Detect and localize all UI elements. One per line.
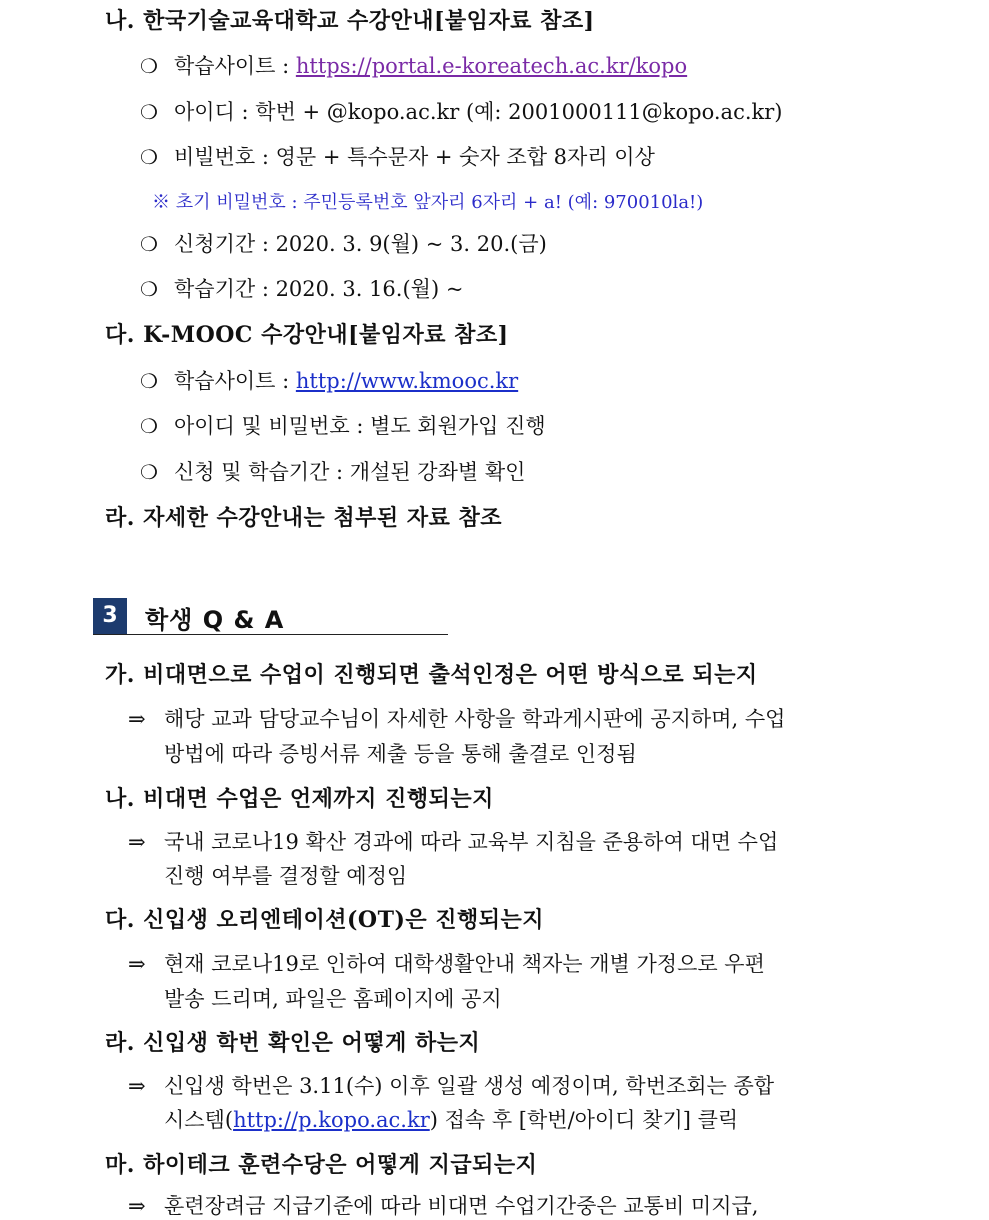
answer [128, 1190, 758, 1220]
question-heading: 다. 신입생 오리엔테이션(OT)은 진행되는지 [105, 907, 545, 933]
list-item [140, 410, 546, 440]
answer-text: ) 접속 후 [학번/아이디 찾기] 클릭 [429, 1108, 739, 1132]
answer-text: 해당 교과 담당교수님이 자세한 사항을 학과게시판에 공지하며, 수업 [164, 707, 786, 731]
answer-continued: 진행 여부를 결정할 예정임 [164, 864, 408, 888]
list-item [140, 228, 547, 258]
section-header [93, 598, 448, 635]
question-heading: 마. 하이테크 훈련수당은 어떻게 지급되는지 [105, 1152, 538, 1178]
answer [128, 948, 765, 978]
answer [128, 1070, 774, 1100]
question-heading: 라. 신입생 학번 확인은 어떻게 하는지 [105, 1030, 481, 1056]
password-info: 비빌번호 : 영문 + 특수문자 + 숫자 조합 8자리 이상 [174, 145, 655, 169]
kmooc-site-link[interactable]: http://www.kmooc.kr [295, 369, 519, 393]
kmooc-id-info: 아이디 및 비밀번호 : 별도 회원가입 진행 [174, 414, 546, 438]
list-item [140, 141, 655, 171]
circle-bullet-icon: ❍ [140, 145, 158, 169]
answer-text: 훈련장려금 지급기준에 따라 비대면 수업기간중은 교통비 미지급, [164, 1194, 759, 1218]
answer-continued: 발송 드리며, 파일은 홈페이지에 공지 [164, 987, 502, 1011]
heading-kmooc: 다. K-MOOC 수강안내[붙임자료 참조] [105, 322, 509, 348]
circle-bullet-icon: ❍ [140, 100, 158, 124]
id-info: 아이디 : 학번 + @kopo.ac.kr (예: 2001000111@kopo.ac.kr) [174, 100, 783, 124]
heading-koreatech: 나. 한국기술교육대학교 수강안내[붙임자료 참조] [105, 8, 595, 34]
answer-text: 현재 코로나19로 인하여 대학생활안내 책자는 개별 가정으로 우편 [164, 952, 765, 976]
answer-continued [164, 1104, 738, 1134]
apply-period: 신청기간 : 2020. 3. 9(월) ~ 3. 20.(금) [174, 232, 547, 256]
answer-text: 국내 코로나19 확산 경과에 따라 교육부 지침을 준용하여 대면 수업 [164, 830, 779, 854]
answer [128, 703, 785, 733]
arrow-icon: ⇒ [128, 830, 146, 854]
kmooc-period: 신청 및 학습기간 : 개설된 강좌별 확인 [174, 460, 526, 484]
answer [128, 826, 778, 856]
koreatech-site-link[interactable]: https://portal.e-koreatech.ac.kr/kopo [295, 54, 688, 78]
section-title: 학생 Q & A [145, 606, 285, 634]
list-item [140, 365, 518, 395]
circle-bullet-icon: ❍ [140, 460, 158, 484]
circle-bullet-icon: ❍ [140, 232, 158, 256]
list-item [140, 96, 782, 126]
arrow-icon: ⇒ [128, 952, 146, 976]
answer-continued: 방법에 따라 증빙서류 제출 등을 통해 출결로 인정됨 [164, 742, 637, 766]
circle-bullet-icon: ❍ [140, 369, 158, 393]
list-item [140, 50, 687, 80]
question-heading: 나. 비대면 수업은 언제까지 진행되는지 [105, 786, 494, 812]
list-item [140, 456, 525, 486]
arrow-icon: ⇒ [128, 707, 146, 731]
question-heading: 가. 비대면으로 수업이 진행되면 출석인정은 어떤 방식으로 되는지 [105, 662, 758, 688]
circle-bullet-icon: ❍ [140, 277, 158, 301]
initial-password-note: ※ 초기 비밀번호 : 주민등록번호 앞자리 6자리 + a! (예: 970010la!) [152, 192, 704, 213]
list-item [140, 273, 463, 303]
site-label: 학습사이트 : [174, 369, 296, 393]
circle-bullet-icon: ❍ [140, 414, 158, 438]
arrow-icon: ⇒ [128, 1074, 146, 1098]
answer-text: 시스템( [164, 1108, 234, 1132]
study-period: 학습기간 : 2020. 3. 16.(월) ~ [174, 277, 464, 301]
section-number-badge: 3 [93, 598, 127, 634]
heading-details: 라. 자세한 수강안내는 첨부된 자료 참조 [105, 505, 502, 531]
student-system-link[interactable]: http://p.kopo.ac.kr [233, 1108, 430, 1132]
site-label: 학습사이트 : [174, 54, 296, 78]
circle-bullet-icon: ❍ [140, 54, 158, 78]
arrow-icon: ⇒ [128, 1194, 146, 1218]
answer-text: 신입생 학번은 3.11(수) 이후 일괄 생성 예정이며, 학번조회는 종합 [164, 1074, 775, 1098]
